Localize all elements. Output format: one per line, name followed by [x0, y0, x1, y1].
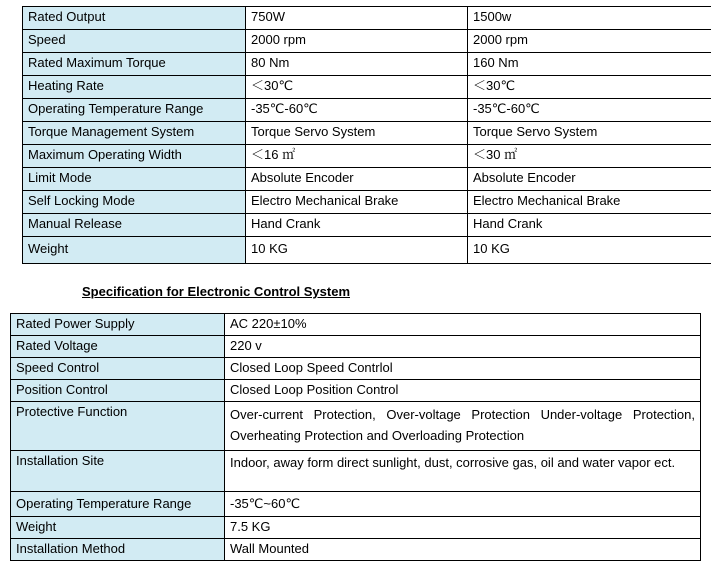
table-row [11, 517, 701, 539]
table-row [23, 145, 711, 168]
motor-spec-table [22, 6, 711, 264]
spec-label: Self Locking Mode [23, 191, 246, 214]
table-row [11, 492, 701, 517]
table-row [23, 168, 711, 191]
spec-label: Installation Site [11, 451, 225, 492]
spec-value: AC 220±10% [225, 314, 701, 336]
control-spec-table [10, 313, 701, 561]
spec-value-model-2: -35℃-60℃ [468, 99, 711, 122]
spec-label: Speed Control [11, 358, 225, 380]
spec-value-model-1: 750W [246, 7, 468, 30]
spec-label: Installation Method [11, 539, 225, 561]
spec-label: Rated Output [23, 7, 246, 30]
spec-value-model-1: Hand Crank [246, 214, 468, 237]
spec-value: 220 v [225, 336, 701, 358]
table-row [23, 214, 711, 237]
spec-value-model-2: ＜30 ㎡ [468, 145, 711, 168]
spec-label: Heating Rate [23, 76, 246, 99]
spec-value-model-2: ＜30℃ [468, 76, 711, 99]
spec-value: Wall Mounted [225, 539, 701, 561]
spec-value-model-2: Hand Crank [468, 214, 711, 237]
table-row [11, 402, 701, 451]
spec-value-model-1: 2000 rpm [246, 30, 468, 53]
spec-value: Closed Loop Speed Contrlol [225, 358, 701, 380]
spec-value-model-1: Electro Mechanical Brake [246, 191, 468, 214]
spec-label: Protective Function [11, 402, 225, 451]
table-row [23, 7, 711, 30]
spec-label: Weight [11, 517, 225, 539]
spec-label: Operating Temperature Range [11, 492, 225, 517]
table-row [11, 539, 701, 561]
table-row [23, 191, 711, 214]
table-row [11, 358, 701, 380]
section-title: Specification for Electronic Control System [82, 284, 350, 299]
spec-label: Position Control [11, 380, 225, 402]
table-row [23, 99, 711, 122]
table-row [11, 380, 701, 402]
spec-value-model-1: ＜16 ㎡ [246, 145, 468, 168]
spec-value-model-2: 160 Nm [468, 53, 711, 76]
spec-value-model-2: Electro Mechanical Brake [468, 191, 711, 214]
spec-value-model-2: 10 KG [468, 237, 711, 264]
table-row [23, 122, 711, 145]
spec-label: Rated Power Supply [11, 314, 225, 336]
table-row [11, 336, 701, 358]
spec-label: Limit Mode [23, 168, 246, 191]
spec-value-model-1: Absolute Encoder [246, 168, 468, 191]
spec-label: Weight [23, 237, 246, 264]
spec-value: Over-current Protection, Over-voltage Protection Under-voltage Protection, Overheating Protection and Overloading Protection [225, 402, 701, 451]
spec-value-model-2: Torque Servo System [468, 122, 711, 145]
table-row [23, 76, 711, 99]
table-row [23, 30, 711, 53]
spec-label: Rated Maximum Torque [23, 53, 246, 76]
spec-value-model-1: 10 KG [246, 237, 468, 264]
spec-value-model-1: ＜30℃ [246, 76, 468, 99]
spec-value: Closed Loop Position Control [225, 380, 701, 402]
spec-value-model-1: -35℃-60℃ [246, 99, 468, 122]
table-row [23, 53, 711, 76]
spec-label: Manual Release [23, 214, 246, 237]
spec-value-model-2: 2000 rpm [468, 30, 711, 53]
spec-label: Rated Voltage [11, 336, 225, 358]
spec-label: Maximum Operating Width [23, 145, 246, 168]
spec-value-model-2: Absolute Encoder [468, 168, 711, 191]
table-row [23, 237, 711, 264]
spec-value: 7.5 KG [225, 517, 701, 539]
spec-value: -35℃~60℃ [225, 492, 701, 517]
spec-value: Indoor, away form direct sunlight, dust, corrosive gas, oil and water vapor ect. [225, 451, 701, 492]
spec-value-model-1: Torque Servo System [246, 122, 468, 145]
spec-label: Operating Temperature Range [23, 99, 246, 122]
spec-label: Torque Management System [23, 122, 246, 145]
table-row [11, 314, 701, 336]
table-row [11, 451, 701, 492]
spec-label: Speed [23, 30, 246, 53]
spec-value-model-1: 80 Nm [246, 53, 468, 76]
spec-value-model-2: 1500w [468, 7, 711, 30]
